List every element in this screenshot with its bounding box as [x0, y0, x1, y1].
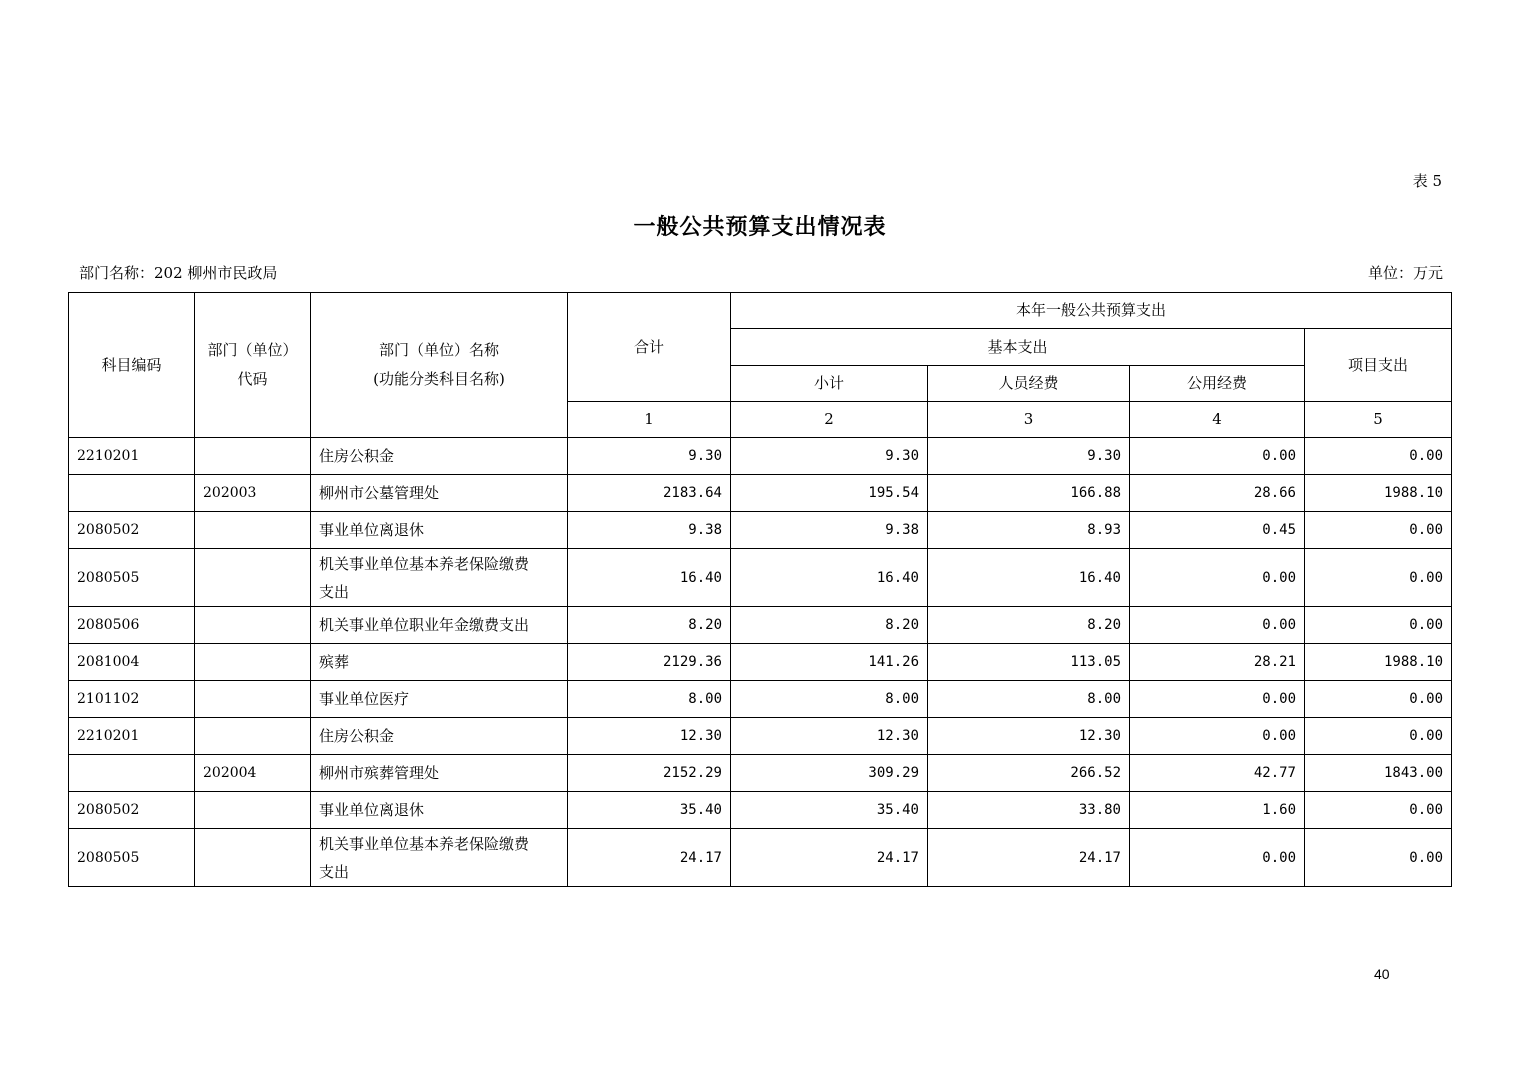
header-dept-name: [311, 293, 568, 438]
department-name: 部门名称：202 柳州市民政局: [79, 264, 278, 282]
cell-public: 0.00: [1130, 607, 1305, 644]
cell-subject-code: 2080502: [69, 792, 195, 829]
cell-name: 事业单位离退休: [311, 512, 568, 549]
cell-total: 8.00: [568, 681, 731, 718]
cell-name: [311, 829, 568, 887]
cell-total: 2152.29: [568, 755, 731, 792]
cell-name: 住房公积金: [311, 718, 568, 755]
cell-dept-code: [195, 549, 311, 607]
cell-subtotal: 309.29: [731, 755, 928, 792]
cell-personnel: 8.20: [928, 607, 1130, 644]
cell-project: 0.00: [1305, 718, 1452, 755]
cell-personnel: 16.40: [928, 549, 1130, 607]
cell-subject-code: 2080505: [69, 829, 195, 887]
cell-subject-code: 2080505: [69, 549, 195, 607]
cell-total: 24.17: [568, 829, 731, 887]
header-personnel: 人员经费: [928, 366, 1130, 402]
cell-dept-code: 202004: [195, 755, 311, 792]
cell-project: 1843.00: [1305, 755, 1452, 792]
header-project: 项目支出: [1305, 329, 1452, 402]
cell-name-line1: 机关事业单位基本养老保险缴费: [319, 834, 530, 853]
cell-personnel: 12.30: [928, 718, 1130, 755]
table-row: [69, 438, 1452, 475]
cell-name: 机关事业单位职业年金缴费支出: [311, 607, 568, 644]
cell-subtotal: 9.38: [731, 512, 928, 549]
cell-name: 柳州市公墓管理处: [311, 475, 568, 512]
cell-project: 0.00: [1305, 681, 1452, 718]
cell-dept-code: [195, 718, 311, 755]
table-row: [69, 475, 1452, 512]
cell-dept-code: [195, 607, 311, 644]
cell-public: 0.00: [1130, 681, 1305, 718]
cell-personnel: 166.88: [928, 475, 1130, 512]
header-col-5: 5: [1305, 402, 1452, 438]
cell-subject-code: 2210201: [69, 718, 195, 755]
header-col-1: 1: [568, 402, 731, 438]
cell-project: 1988.10: [1305, 475, 1452, 512]
cell-total: 35.40: [568, 792, 731, 829]
cell-personnel: 113.05: [928, 644, 1130, 681]
cell-project: 1988.10: [1305, 644, 1452, 681]
cell-personnel: 33.80: [928, 792, 1130, 829]
table-number: 表 5: [1412, 172, 1442, 190]
cell-subject-code: [69, 475, 195, 512]
cell-total: 12.30: [568, 718, 731, 755]
table-row: [69, 718, 1452, 755]
cell-dept-code: [195, 792, 311, 829]
header-total: 合计: [568, 293, 731, 402]
cell-subtotal: 9.30: [731, 438, 928, 475]
cell-subtotal: 8.20: [731, 607, 928, 644]
cell-public: 0.00: [1130, 718, 1305, 755]
cell-dept-code: [195, 438, 311, 475]
cell-total: 9.30: [568, 438, 731, 475]
header-dept-code-line2: 代码: [237, 370, 268, 388]
header-subject-code: 科目编码: [69, 293, 195, 438]
cell-subtotal: 195.54: [731, 475, 928, 512]
cell-project: 0.00: [1305, 792, 1452, 829]
cell-name: 殡葬: [311, 644, 568, 681]
cell-total: 2183.64: [568, 475, 731, 512]
header-col-4: 4: [1130, 402, 1305, 438]
header-col-3: 3: [928, 402, 1130, 438]
cell-project: 0.00: [1305, 438, 1452, 475]
cell-name-line2: 支出: [319, 582, 350, 601]
cell-dept-code: 202003: [195, 475, 311, 512]
table-row: [69, 792, 1452, 829]
cell-subject-code: 2101102: [69, 681, 195, 718]
cell-subject-code: [69, 755, 195, 792]
header-dept-code-line1: 部门（单位）: [207, 341, 298, 359]
cell-name-line2: 支出: [319, 862, 350, 881]
cell-subtotal: 24.17: [731, 829, 928, 887]
cell-personnel: 266.52: [928, 755, 1130, 792]
cell-public: 28.21: [1130, 644, 1305, 681]
cell-subject-code: 2080502: [69, 512, 195, 549]
cell-total: 2129.36: [568, 644, 731, 681]
table-row: [69, 644, 1452, 681]
cell-dept-code: [195, 829, 311, 887]
table-row: [69, 512, 1452, 549]
header-col-2: 2: [731, 402, 928, 438]
table-row: [69, 607, 1452, 644]
cell-project: 0.00: [1305, 512, 1452, 549]
cell-public: 42.77: [1130, 755, 1305, 792]
cell-subject-code: 2210201: [69, 438, 195, 475]
table-row: [69, 755, 1452, 792]
cell-personnel: 8.00: [928, 681, 1130, 718]
cell-subject-code: 2081004: [69, 644, 195, 681]
cell-name: 住房公积金: [311, 438, 568, 475]
cell-name: 事业单位医疗: [311, 681, 568, 718]
page-number: 40: [1374, 966, 1390, 982]
cell-public: 0.45: [1130, 512, 1305, 549]
page-title: 一般公共预算支出情况表: [633, 214, 887, 240]
table-row: [69, 681, 1452, 718]
cell-subtotal: 16.40: [731, 549, 928, 607]
cell-name: 柳州市殡葬管理处: [311, 755, 568, 792]
cell-total: 8.20: [568, 607, 731, 644]
header-dept-name-line1: 部门（单位）名称: [378, 341, 499, 359]
cell-personnel: 24.17: [928, 829, 1130, 887]
header-basic: 基本支出: [731, 329, 1305, 366]
cell-project: 0.00: [1305, 549, 1452, 607]
budget-table: [68, 292, 1452, 887]
unit-label: 单位：万元: [1367, 264, 1443, 282]
cell-project: 0.00: [1305, 829, 1452, 887]
cell-subtotal: 35.40: [731, 792, 928, 829]
header-dept-code: [195, 293, 311, 438]
table-row: [69, 549, 1452, 607]
cell-total: 16.40: [568, 549, 731, 607]
cell-name-line1: 机关事业单位基本养老保险缴费: [319, 554, 530, 573]
cell-subject-code: 2080506: [69, 607, 195, 644]
cell-subtotal: 12.30: [731, 718, 928, 755]
header-public: 公用经费: [1130, 366, 1305, 402]
cell-public: 1.60: [1130, 792, 1305, 829]
cell-total: 9.38: [568, 512, 731, 549]
cell-personnel: 9.30: [928, 438, 1130, 475]
table-row: [69, 829, 1452, 887]
header-current-year: 本年一般公共预算支出: [731, 293, 1452, 329]
cell-personnel: 8.93: [928, 512, 1130, 549]
cell-subtotal: 141.26: [731, 644, 928, 681]
cell-dept-code: [195, 512, 311, 549]
header-subtotal: 小计: [731, 366, 928, 402]
header-dept-name-line2: (功能分类科目名称): [373, 370, 505, 388]
cell-public: 28.66: [1130, 475, 1305, 512]
cell-public: 0.00: [1130, 829, 1305, 887]
cell-project: 0.00: [1305, 607, 1452, 644]
cell-name: [311, 549, 568, 607]
cell-public: 0.00: [1130, 438, 1305, 475]
cell-dept-code: [195, 644, 311, 681]
cell-dept-code: [195, 681, 311, 718]
cell-subtotal: 8.00: [731, 681, 928, 718]
cell-public: 0.00: [1130, 549, 1305, 607]
cell-name: 事业单位离退休: [311, 792, 568, 829]
